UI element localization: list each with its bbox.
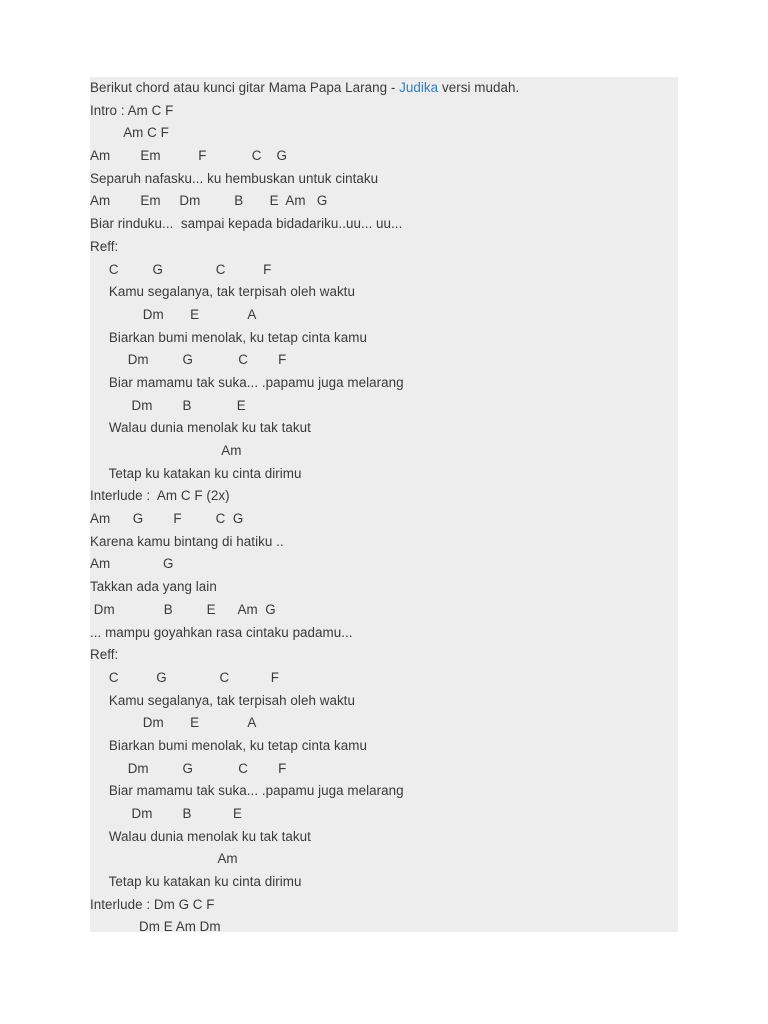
- sheet-line: Interlude : Dm G C F: [90, 896, 215, 912]
- sheet-line: Biar mamamu tak suka... .papamu juga melarang: [90, 783, 404, 799]
- sheet-line: Dm B E: [90, 806, 242, 821]
- sheet-line: C G C F: [90, 261, 272, 277]
- sheet-line: Am Em F C G: [90, 148, 287, 164]
- chord-sheet: [90, 77, 678, 939]
- sheet-line: Karena kamu bintang di hatiku ..: [90, 533, 284, 549]
- sheet-line: Kamu segalanya, tak terpisah oleh waktu: [90, 692, 355, 708]
- sheet-line: Reff:: [90, 238, 119, 254]
- sheet-line: Dm E A: [90, 715, 257, 731]
- sheet-line: Am: [90, 443, 242, 458]
- sheet-line: Walau dunia menolak ku tak takut: [90, 828, 311, 844]
- sheet-line: C G C F: [90, 669, 279, 685]
- intro-text-after: versi mudah.: [438, 80, 520, 95]
- sheet-line: Dm E Am Dm: [90, 919, 221, 935]
- sheet-line: Kamu segalanya, tak terpisah oleh waktu: [90, 284, 355, 300]
- sheet-line: Tetap ku katakan ku cinta dirimu: [90, 874, 302, 890]
- sheet-line: Intro : Am C F: [90, 102, 174, 118]
- sheet-line: Dm E A: [90, 306, 257, 322]
- sheet-line: Walau dunia menolak ku tak takut: [90, 420, 311, 436]
- sheet-line: Dm B E: [90, 397, 246, 413]
- sheet-line: Biar mamamu tak suka... .papamu juga melarang: [90, 374, 404, 390]
- artist-link[interactable]: Judika: [399, 80, 439, 95]
- sheet-line: Biarkan bumi menolak, ku tetap cinta kamu: [90, 329, 367, 345]
- intro-line: [90, 77, 678, 100]
- sheet-line: Dm G C F: [90, 760, 287, 776]
- sheet-line: Am: [90, 851, 238, 867]
- sheet-line: ... mampu goyahkan rasa cintaku padamu...: [90, 624, 353, 640]
- sheet-line: Biar rinduku... sampai kepada bidadariku..uu... uu...: [90, 216, 403, 232]
- sheet-line: Am G F C G: [90, 511, 244, 527]
- sheet-line: Reff:: [90, 647, 119, 663]
- sheet-line: Tetap ku katakan ku cinta dirimu: [90, 465, 302, 481]
- sheet-line: Am Em Dm B E Am G: [90, 193, 328, 209]
- sheet-line: Am G: [90, 556, 174, 572]
- sheet-line: Dm B E Am G: [90, 601, 276, 617]
- sheet-line: Takkan ada yang lain: [90, 579, 217, 595]
- sheet-line: Separuh nafasku... ku hembuskan untuk cintaku: [90, 170, 379, 186]
- sheet-line: Dm G C F: [90, 352, 287, 368]
- sheet-line: Am C F: [90, 125, 169, 141]
- sheet-line: Biarkan bumi menolak, ku tetap cinta kamu: [90, 737, 367, 753]
- sheet-line: Interlude : Am C F (2x): [90, 488, 230, 504]
- intro-text-before: Berikut chord atau kunci gitar Mama Papa Larang -: [90, 80, 400, 95]
